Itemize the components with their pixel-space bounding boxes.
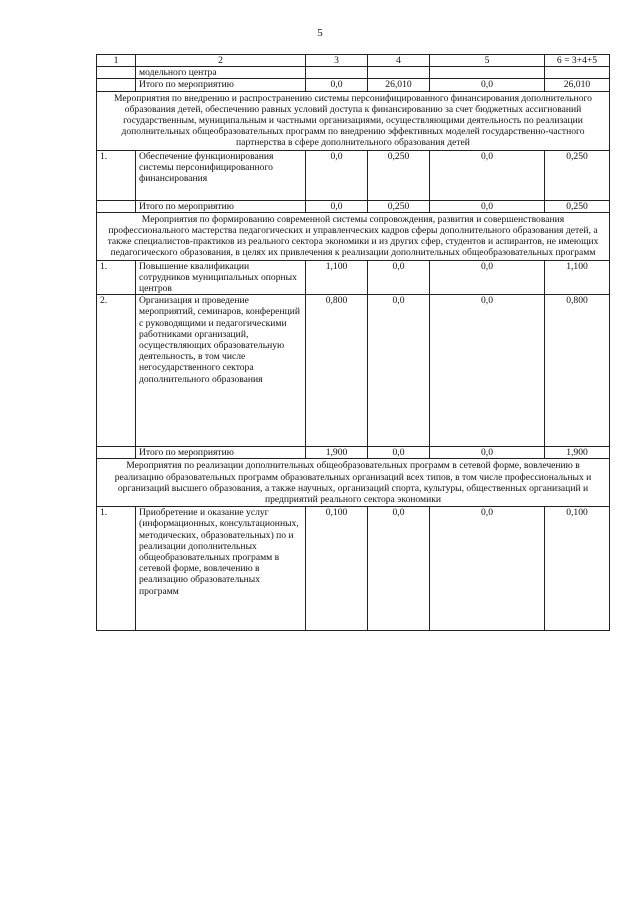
total-row — [97, 447, 610, 459]
row-number: 1. — [97, 260, 136, 295]
value-cell: 0,100 — [545, 507, 610, 631]
item-name: Организация и проведение мероприятий, семинаров, конференций с руководящими и педагогическими работниками организаций, осуществляющих образовательную деятельность, в том числе негосударственного сектора дополнительного образования — [136, 295, 306, 447]
row-number: 1. — [97, 507, 136, 631]
item-name: Обеспечение функционирования системы персонифицированного финансирования — [136, 150, 306, 200]
value-cell: 1,900 — [545, 447, 610, 459]
value-cell: 0,0 — [368, 295, 430, 447]
value-cell: 0,250 — [545, 200, 610, 212]
total-label: Итого по мероприятию — [136, 79, 306, 91]
header-cell: 6 = 3+4+5 — [545, 55, 610, 67]
header-cell: 1 — [97, 55, 136, 67]
value-cell: 0,250 — [368, 150, 430, 200]
value-cell: 0,0 — [430, 200, 545, 212]
value-cell: 0,0 — [368, 260, 430, 295]
row-number: 1. — [97, 150, 136, 200]
budget-table — [96, 54, 610, 631]
value-cell: 1,100 — [545, 260, 610, 295]
total-label: Итого по мероприятию — [136, 447, 306, 459]
section-title: Мероприятия по формированию современной системы сопровождения, развития и совершенствования профессионального мастерства педагогических и управленческих кадров сферы дополнительного образования детей, а также специалистов-практиков из реального сектора экономики и из других сфер, студентов и аспирантов, не имеющих педагогического образования, в целях их привлечения к реализации дополнительных общеобразовательных программ — [97, 212, 610, 260]
value-cell: 0,0 — [368, 507, 430, 631]
value-cell: 0,100 — [306, 507, 368, 631]
value-cell: 0,0 — [430, 260, 545, 295]
value-cell: 0,0 — [368, 447, 430, 459]
table-row — [97, 150, 610, 200]
row-number: 2. — [97, 295, 136, 447]
value-cell: 0,0 — [306, 150, 368, 200]
value-cell: 1,100 — [306, 260, 368, 295]
value-cell: 0,0 — [306, 200, 368, 212]
header-cell: 4 — [368, 55, 430, 67]
value-cell: 0,800 — [306, 295, 368, 447]
value-cell: 0,0 — [430, 447, 545, 459]
value-cell: 0,0 — [306, 79, 368, 91]
section-row — [97, 91, 610, 150]
header-cell: 5 — [430, 55, 545, 67]
total-label: Итого по мероприятию — [136, 200, 306, 212]
header-row — [97, 55, 610, 67]
section-row — [97, 212, 610, 260]
value-cell: 0,250 — [545, 150, 610, 200]
item-name: модельного центра — [136, 67, 306, 79]
value-cell: 0,0 — [430, 150, 545, 200]
value-cell: 1,900 — [306, 447, 368, 459]
header-cell: 3 — [306, 55, 368, 67]
section-row — [97, 459, 610, 507]
value-cell: 0,0 — [430, 295, 545, 447]
table-row — [97, 67, 610, 79]
value-cell: 0,250 — [368, 200, 430, 212]
header-cell: 2 — [136, 55, 306, 67]
value-cell: 26,010 — [545, 79, 610, 91]
table-row — [97, 507, 610, 631]
section-title: Мероприятия по внедрению и распространению системы персонифицированного финансирования дополнительного образования детей, обеспечению равных условий доступа к финансированию за счет бюджетных ассигнований государственным, муниципальным и частными организациями, осуществляющими деятельность по реализации дополнительных общеобразовательных программ по внедрению эффективных моделей государственно-частного партнерства в сфере дополнительного образования детей — [97, 91, 610, 150]
value-cell: 0,0 — [430, 507, 545, 631]
total-row — [97, 200, 610, 212]
table-row — [97, 260, 610, 295]
section-title: Мероприятия по реализации дополнительных общеобразовательных программ в сетевой форме, вовлечению в реализацию образовательных программ образовательных организаций всех типов, в том числе профессиональных и организаций высшего образования, а также научных, организаций спорта, культуры, общественных организаций и предприятий реального сектора экономики — [97, 459, 610, 507]
value-cell: 26,010 — [368, 79, 430, 91]
item-name: Приобретение и оказание услуг (информационных, консультационных, методических, образовательных) по и реализации дополнительных общеобразовательных программ в сетевой форме, вовлечению в реализацию образовательных программ — [136, 507, 306, 631]
page-number: 5 — [317, 27, 323, 39]
table-row — [97, 295, 610, 447]
total-row — [97, 79, 610, 91]
item-name: Повышение квалификации сотрудников муниципальных опорных центров — [136, 260, 306, 295]
value-cell: 0,800 — [545, 295, 610, 447]
value-cell: 0,0 — [430, 79, 545, 91]
